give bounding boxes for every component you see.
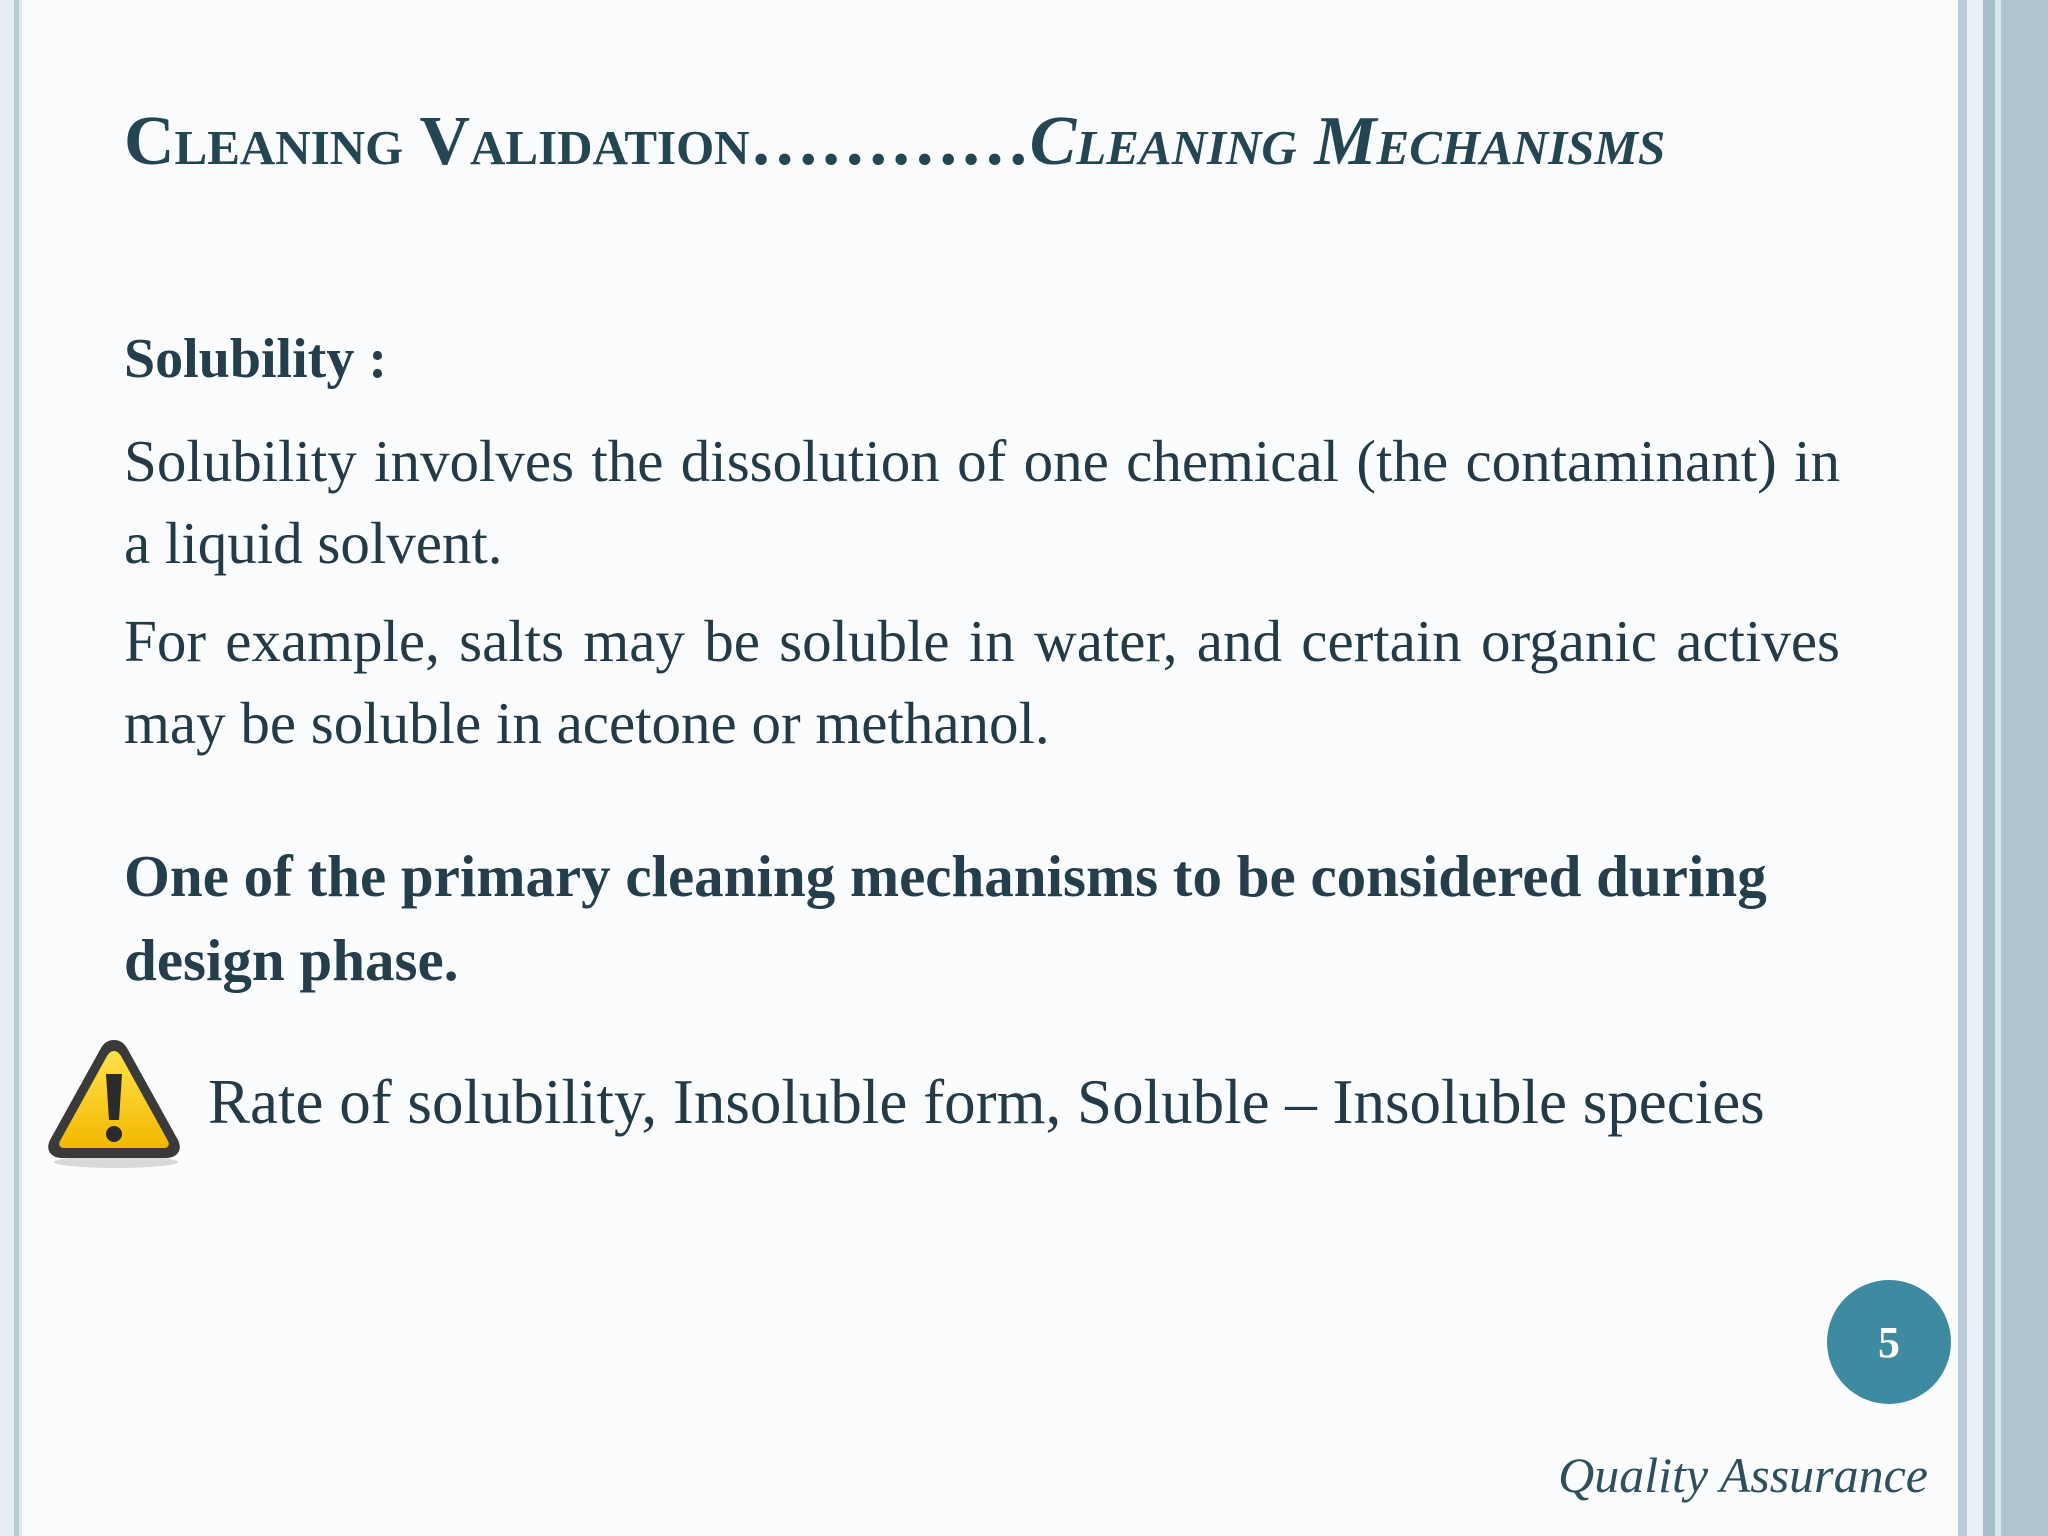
left-border-stripe [19,0,22,1536]
left-border-stripe [0,0,14,1536]
slide-title-sub: Cleaning Mechanisms [1029,103,1666,180]
right-border-stripe [1983,0,1995,1536]
emphasis-statement: One of the primary cleaning mechanisms to be considered during design phase. [124,843,1767,993]
warning-note: Rate of solubility, Insoluble form, Soluble – Insoluble species [208,1067,1765,1137]
slide-title-main: Cleaning Validation………… [124,103,1030,180]
warning-triangle-icon [44,1034,184,1170]
section-heading: Solubility : [124,328,387,390]
right-border-stripe [1967,0,1983,1536]
right-border-stripe [1958,0,1967,1536]
page-number-badge: 5 [1827,1280,1951,1404]
right-border-stripe [2001,0,2048,1536]
definition-paragraph: Solubility involves the dissolution of one chemical (the contaminant) in a liquid solvent. [124,428,1840,576]
footer-label: Quality Assurance [1558,1447,1928,1503]
slide-title [124,102,1954,182]
example-paragraph: For example, salts may be soluble in water, and certain organic actives may be soluble in acetone or methanol. [124,608,1840,756]
